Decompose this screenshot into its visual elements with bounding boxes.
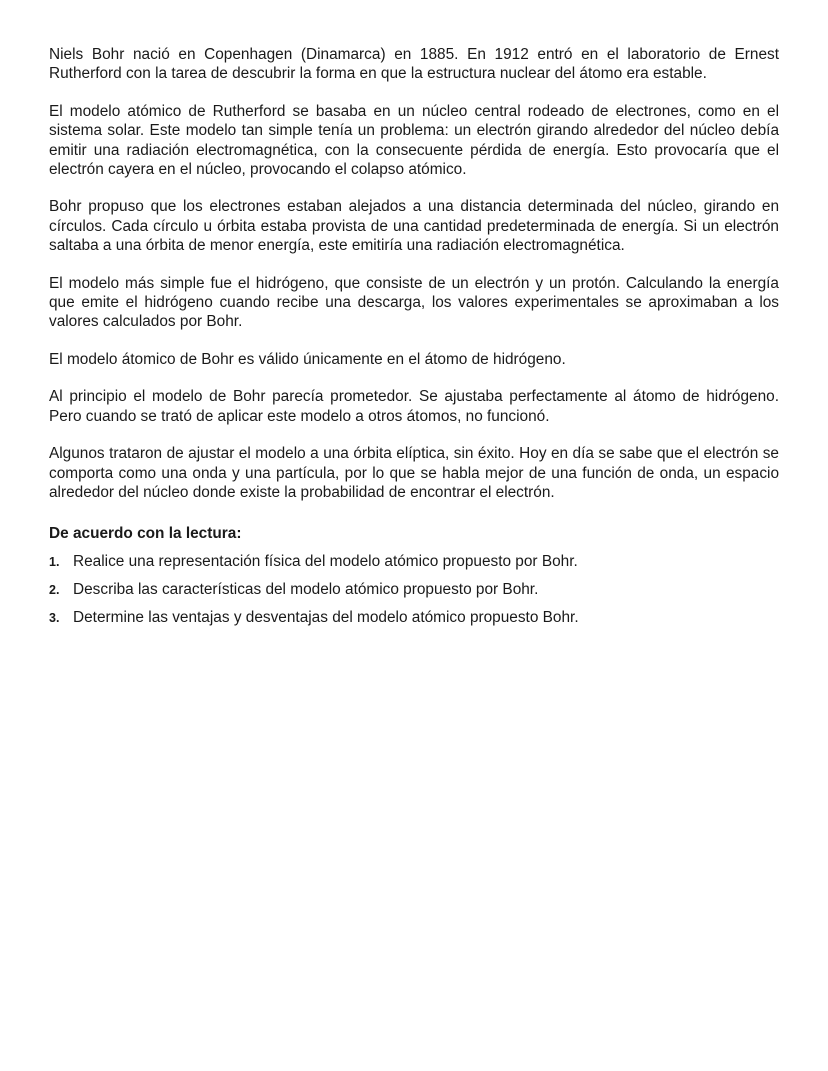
paragraph-bohr-limitations: Al principio el modelo de Bohr parecía prometedor. Se ajustaba perfectamente al átomo de hidrógeno. Pero cuando se trató de aplicar este modelo a otros átomos, no funcionó. — [49, 388, 779, 425]
paragraph-bohr-validity: El modelo átomico de Bohr es válido únicamente en el átomo de hidrógeno. — [49, 350, 566, 368]
question-number: 3. — [49, 611, 60, 626]
questions-heading: De acuerdo con la lectura: — [49, 525, 242, 543]
question-number: 1. — [49, 555, 60, 570]
document-page — [49, 45, 779, 636]
paragraph-wave-function: Algunos trataron de ajustar el modelo a una órbita elíptica, sin éxito. Hoy en día se sabe que el electrón se comporta como una onda y una partícula, por lo que se habla mejor de una función de onda, un espacio alrededor del núcleo donde existe la probabilidad de encontrar el electrón. — [49, 445, 779, 501]
question-item — [49, 608, 779, 628]
question-text: Realice una representación física del modelo atómico propuesto por Bohr. — [73, 553, 578, 571]
question-number: 2. — [49, 583, 60, 598]
question-item — [49, 552, 779, 572]
question-text: Describa las características del modelo atómico propuesto por Bohr. — [73, 581, 539, 599]
paragraph-rutherford-model: El modelo atómico de Rutherford se basaba en un núcleo central rodeado de electrones, como en el sistema solar. Este modelo tan simple tenía un problema: un electrón girando alrededor del núcleo debía emitir una radiación electromagnética, con la consecuente pérdida de energía. Esto provocaría que el electrón cayera en el núcleo, provocando el colapso atómico. — [49, 102, 779, 179]
paragraph-hydrogen-model: El modelo más simple fue el hidrógeno, que consiste de un electrón y un protón. Calculando la energía que emite el hidrógeno cuando recibe una descarga, los valores experimentales se aproximaban a los valores calculados por Bohr. — [49, 274, 779, 331]
question-text: Determine las ventajas y desventajas del modelo atómico propuesto Bohr. — [73, 609, 579, 627]
paragraph-bohr-proposal: Bohr propuso que los electrones estaban alejados a una distancia determinada del núcleo, girando en círculos. Cada círculo u órbita estaba provista de una cantidad predeterminada de energía. Si un electrón saltaba a una órbita de menor energía, este emitiría una radiación electromagnética. — [49, 198, 779, 255]
paragraph-bohr-biography: Niels Bohr nació en Copenhagen (Dinamarca) en 1885. En 1912 entró en el laboratorio de Ernest Rutherford con la tarea de descubrir la forma en que la estructura nuclear del átomo era estable. — [49, 46, 779, 83]
question-item — [49, 580, 779, 600]
questions-list — [49, 552, 779, 628]
